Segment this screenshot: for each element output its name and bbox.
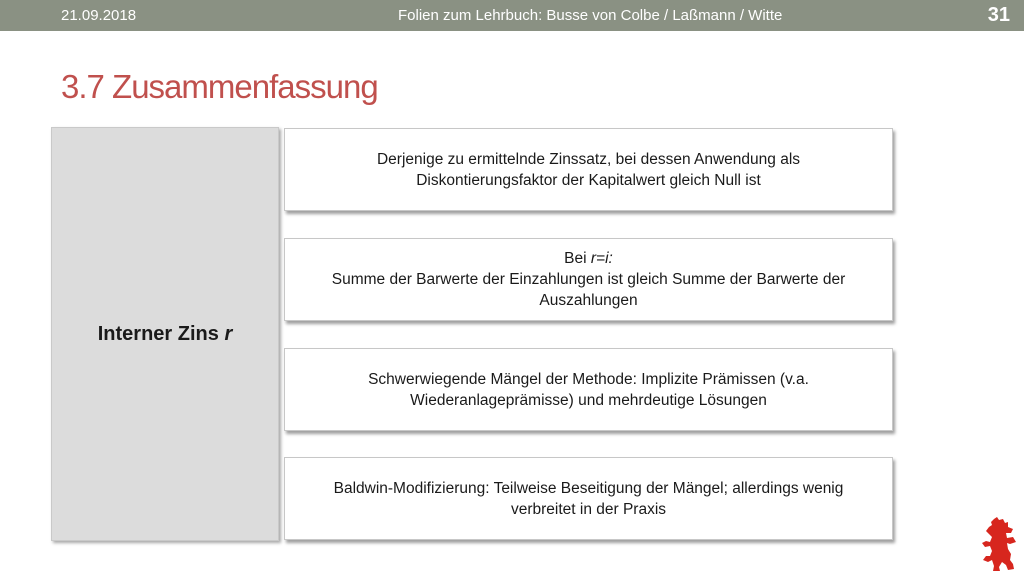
header-bar xyxy=(0,0,1024,31)
page-number: 31 xyxy=(987,4,1010,26)
topic-variable: r xyxy=(224,322,233,345)
header-title: Folien zum Lehrbuch: Busse von Colbe / Laßmann / Witte xyxy=(398,7,783,24)
weakness-card xyxy=(284,348,893,431)
card-line: Derjenige zu ermittelnde Zinssatz, bei dessen Anwendung als xyxy=(376,150,801,168)
modification-card xyxy=(284,457,893,540)
card-line: Summe der Barwerte der Einzahlungen ist gleich Summe der Barwerte der xyxy=(331,271,846,288)
header-date: 21.09.2018 xyxy=(61,7,137,24)
card-line: Schwerwiegende Mängel der Methode: Implizite Prämissen (v.a. xyxy=(368,370,809,388)
card-line: Wiederanlageprämisse) und mehrdeutige Lösungen xyxy=(410,391,767,409)
topic-panel xyxy=(51,127,279,541)
definition-card xyxy=(284,128,893,211)
condition-card xyxy=(284,238,893,321)
topic-label-text: Interner Zins xyxy=(97,322,219,345)
card-line: Diskontierungsfaktor der Kapitalwert gleich Null ist xyxy=(416,171,761,189)
slide-title: 3.7 Zusammenfassung xyxy=(61,68,378,105)
card-condition-formula: r=i: xyxy=(590,250,613,267)
card-line: Auszahlungen xyxy=(539,292,638,309)
topic-label xyxy=(98,323,233,346)
berlin-bear-icon xyxy=(980,516,1018,572)
card-line: verbreitet in der Praxis xyxy=(510,500,667,518)
card-line: Baldwin-Modifizierung: Teilweise Beseitigung der Mängel; allerdings wenig xyxy=(333,479,844,497)
card-condition-line xyxy=(564,248,613,269)
card-condition-prefix: Bei xyxy=(564,250,591,267)
